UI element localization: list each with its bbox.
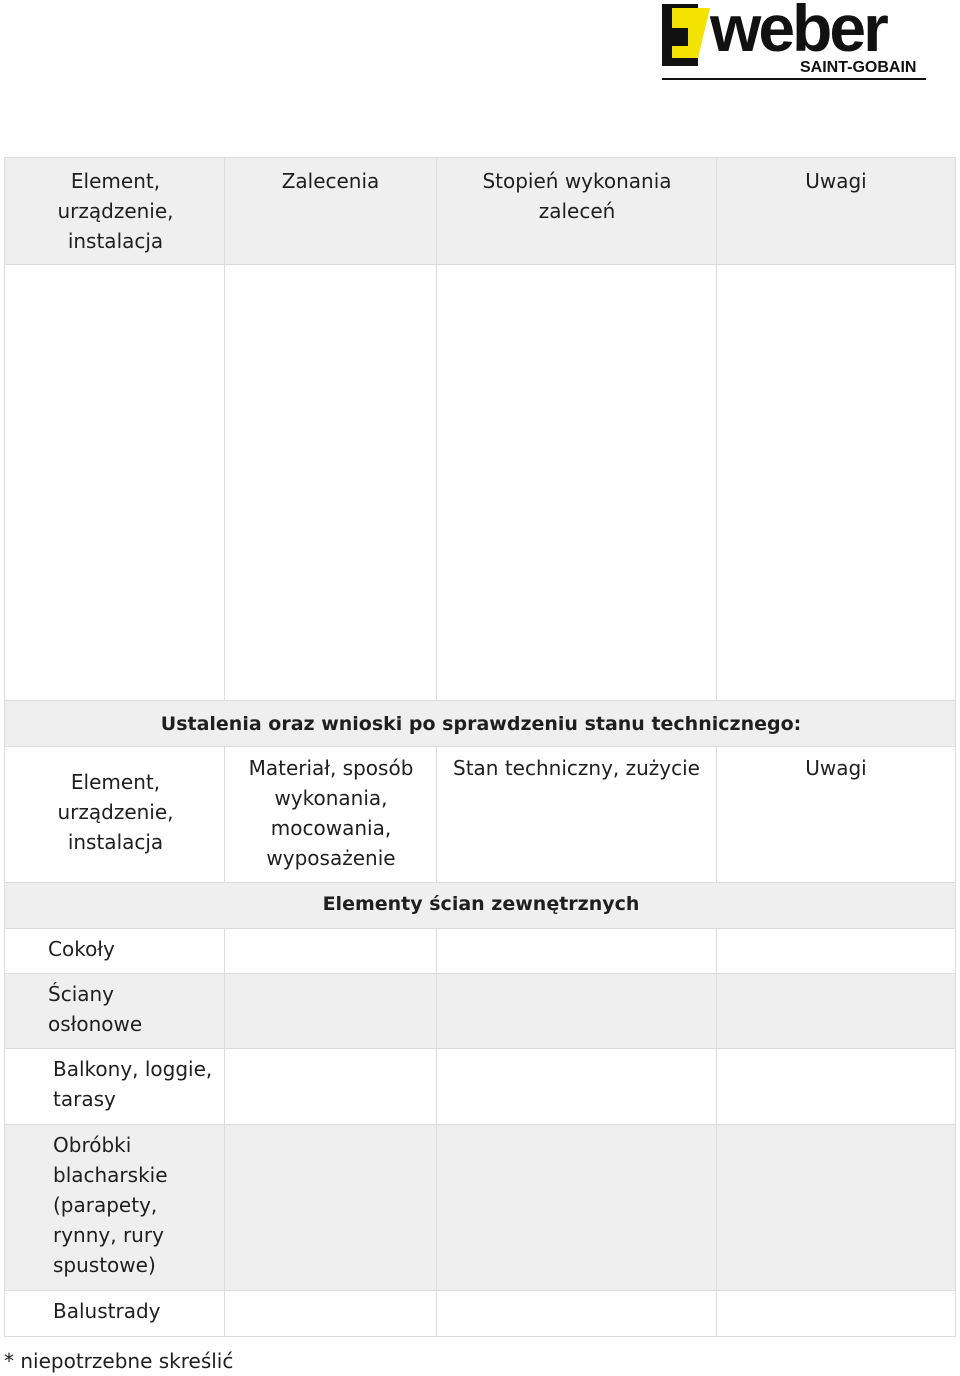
t1-body-cell[interactable]	[225, 265, 437, 701]
logo-brand-text: weber	[710, 0, 886, 65]
t2-header-element: Element, urządzenie, instalacja	[57, 770, 174, 854]
table-cell[interactable]	[225, 1291, 437, 1337]
table-cell[interactable]	[717, 1049, 956, 1125]
table-cell[interactable]	[225, 929, 437, 974]
row-label-balconies: Balkony, loggie, tarasy	[53, 1057, 213, 1111]
table-cell[interactable]	[437, 1291, 717, 1337]
footnote: * niepotrzebne skreślić	[4, 1349, 234, 1373]
section-title: Ustalenia oraz wnioski po sprawdzeniu stanu technicznego:	[160, 713, 802, 735]
t1-header-notes: Uwagi	[805, 169, 867, 193]
t1-body-cell[interactable]	[4, 265, 225, 701]
group-title: Elementy ścian zewnętrznych	[322, 893, 640, 915]
table-cell[interactable]	[225, 1049, 437, 1125]
row-label-plinths: Cokoły	[48, 937, 115, 961]
weber-logo	[658, 0, 930, 84]
t2-header-notes: Uwagi	[805, 756, 867, 780]
t1-body-cell[interactable]	[717, 265, 956, 701]
t2-header-material: Materiał, sposób wykonania, mocowania, wyposażenie	[248, 756, 414, 870]
t2-header-condition: Stan techniczny, zużycie	[453, 756, 700, 780]
logo-sub-text: SAINT-GOBAIN	[800, 59, 917, 76]
t1-header-element: Element, urządzenie, instalacja	[57, 169, 174, 253]
t1-body-cell[interactable]	[437, 265, 717, 701]
table-cell[interactable]	[717, 929, 956, 974]
table-cell[interactable]	[717, 1291, 956, 1337]
row-label-railings: Balustrady	[53, 1299, 161, 1323]
table-cell[interactable]	[437, 1125, 717, 1291]
table-cell[interactable]	[225, 974, 437, 1049]
t1-header-completion: Stopień wykonania zaleceń	[482, 169, 672, 223]
table-cell[interactable]	[717, 974, 956, 1049]
table-cell[interactable]	[717, 1125, 956, 1291]
table-cell[interactable]	[437, 1049, 717, 1125]
row-label-sheet-metal: Obróbki blacharskie (parapety, rynny, rury spustowe)	[53, 1133, 168, 1277]
table-cell[interactable]	[437, 929, 717, 974]
table-cell[interactable]	[225, 1125, 437, 1291]
row-label-curtain-walls: Ściany osłonowe	[48, 982, 143, 1036]
t1-header-recommendations: Zalecenia	[281, 169, 380, 193]
table-cell[interactable]	[437, 974, 717, 1049]
